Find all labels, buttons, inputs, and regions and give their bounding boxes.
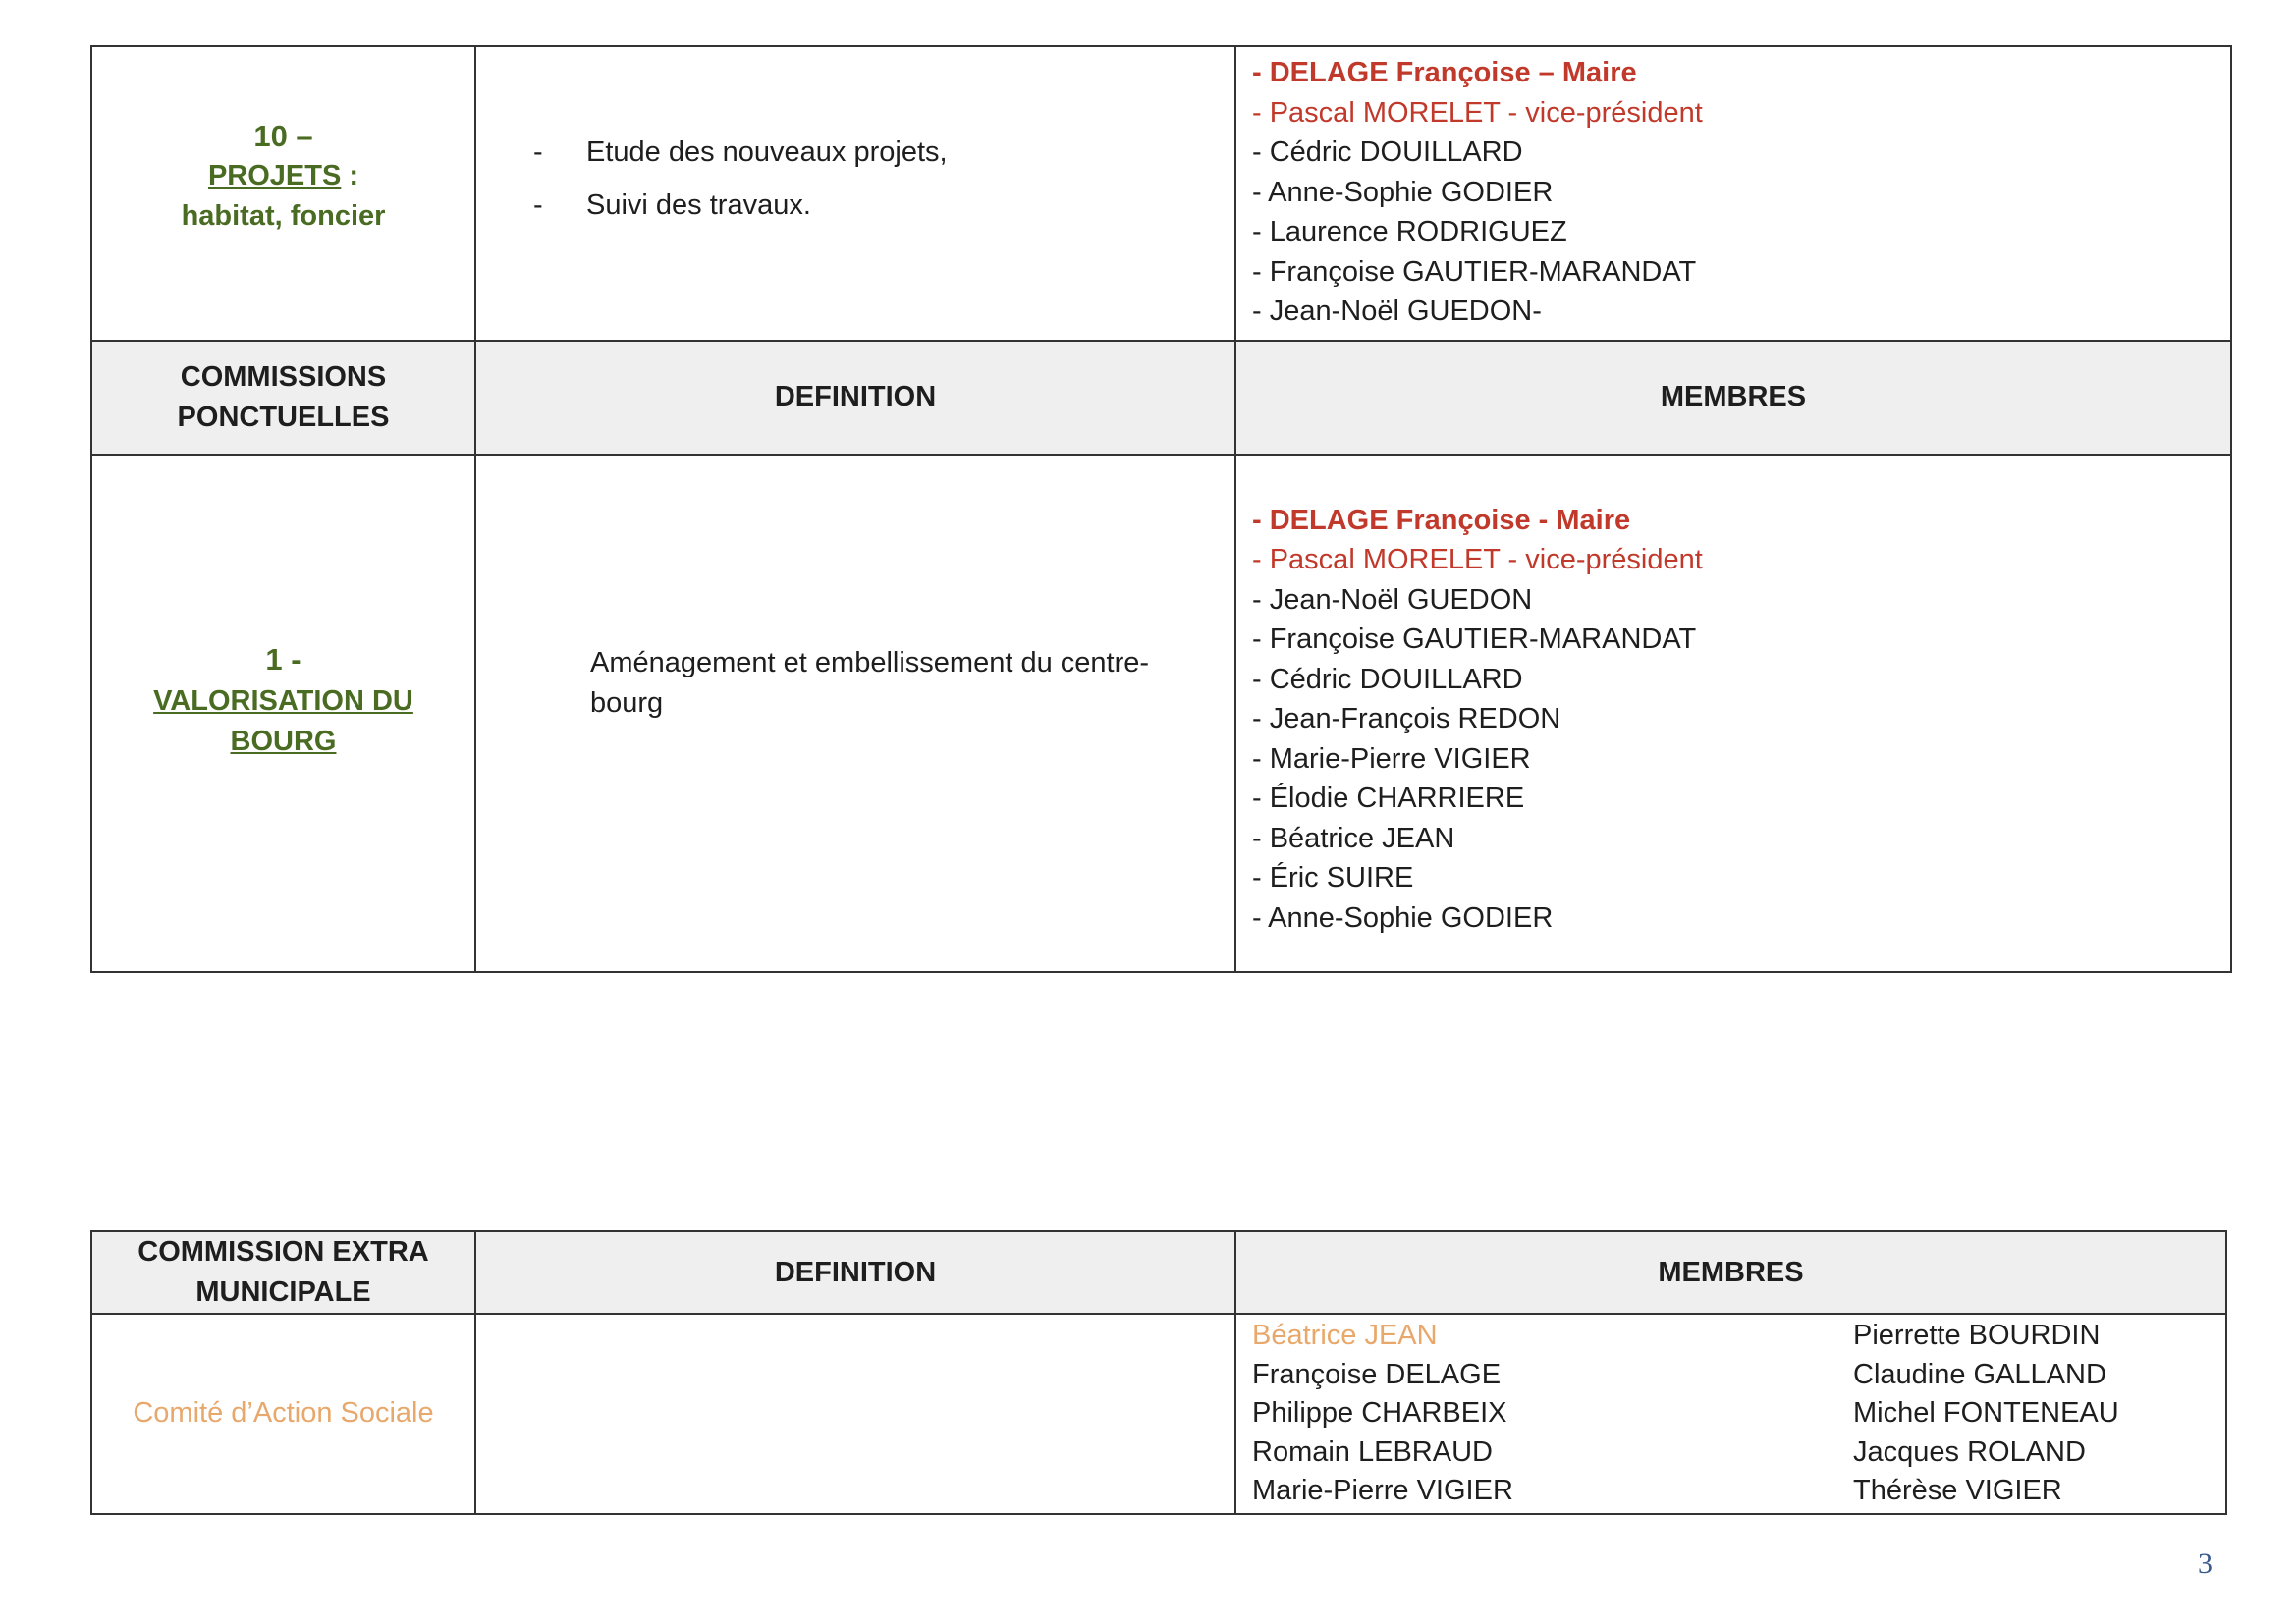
bullet-dash: - (533, 189, 543, 221)
commission-title: BOURG (230, 725, 337, 757)
members-cell (1235, 455, 2231, 972)
table-row (91, 1314, 2226, 1514)
table-header-row (91, 341, 2231, 455)
header-line: COMMISSIONS (180, 360, 387, 393)
member-item: - Laurence RODRIGUEZ (1252, 216, 1567, 247)
commission-title-colon: : (341, 160, 359, 192)
members-list (1236, 456, 2230, 947)
member-item: Philippe CHARBEIX (1252, 1397, 1507, 1429)
page-number: 3 (2198, 1547, 2213, 1580)
member-item: Michel FONTENEAU (1853, 1397, 2119, 1429)
members-column-left (1252, 1317, 1853, 1511)
commission-title-cell (91, 455, 475, 972)
member-item: - Cédric DOUILLARD (1252, 663, 1523, 695)
member-item: Romain LEBRAUD (1252, 1435, 1493, 1468)
commission-title: Comité d’Action Sociale (133, 1397, 434, 1430)
member-item: - Anne-Sophie GODIER (1252, 901, 1554, 934)
table-header-row (91, 1231, 2226, 1314)
definition-list (476, 131, 1234, 227)
header-line: COMMISSION EXTRA (137, 1236, 429, 1268)
header-definition: DEFINITION (475, 1231, 1235, 1314)
member-item: - Cédric DOUILLARD (1252, 136, 1523, 168)
bullet-dash: - (533, 135, 543, 168)
commission-title: VALORISATION DU (153, 684, 413, 717)
commission-title-cell (91, 46, 475, 341)
commission-title-cell (91, 1314, 475, 1514)
members-list (1236, 47, 2230, 340)
member-item: - Élodie CHARRIERE (1252, 783, 1525, 814)
members-cell (1235, 46, 2231, 341)
definition-item: - Etude des nouveaux projets, (533, 131, 1234, 174)
member-item: Pierrette BOURDIN (1853, 1320, 2101, 1351)
commissions-table (90, 45, 2232, 973)
member-item: - Pascal MORELET - vice-président (1252, 96, 1703, 129)
member-item: - Marie-Pierre VIGIER (1252, 742, 1531, 775)
member-item: Thérèse VIGIER (1853, 1475, 2062, 1506)
member-item: - Jean-Noël GUEDON (1252, 583, 1533, 616)
header-membres: MEMBRES (1235, 341, 2231, 455)
members-column-right (1853, 1317, 2207, 1511)
member-item: - DELAGE Françoise - Maire (1252, 504, 1631, 536)
member-item: Marie-Pierre VIGIER (1252, 1475, 1513, 1506)
definition-cell (475, 455, 1235, 972)
member-item: - Béatrice JEAN (1252, 822, 1455, 854)
members-cell (1235, 1314, 2226, 1514)
header-commissions-ponctuelles (91, 341, 475, 455)
member-item: - Anne-Sophie GODIER (1252, 176, 1554, 208)
member-item: Claudine GALLAND (1853, 1358, 2106, 1390)
member-item: - Jean-François REDON (1252, 703, 1561, 734)
member-item: - Jean-Noël GUEDON- (1252, 296, 1542, 327)
member-item: - Éric SUIRE (1252, 862, 1414, 893)
header-definition: DEFINITION (475, 341, 1235, 455)
definition-text: Aménagement et embellissement du centre- (590, 647, 1150, 678)
header-membres: MEMBRES (1235, 1231, 2226, 1314)
commission-title: PROJETS (207, 160, 342, 192)
header-line: MUNICIPALE (195, 1276, 371, 1308)
member-item: Françoise DELAGE (1252, 1358, 1502, 1390)
definition-item: - Suivi des travaux. (533, 184, 1234, 227)
definition-cell (475, 1314, 1235, 1514)
header-commission-extra (91, 1231, 475, 1314)
member-item: Béatrice JEAN (1252, 1320, 1438, 1351)
member-item: - Pascal MORELET - vice-président (1252, 544, 1703, 575)
commission-subtitle: habitat, foncier (181, 200, 386, 233)
member-item: Jacques ROLAND (1853, 1435, 2086, 1468)
commission-number: 10 – (253, 119, 313, 154)
commission-extra-table (90, 1230, 2227, 1515)
definition-cell (475, 46, 1235, 341)
member-item: - DELAGE Françoise – Maire (1252, 57, 1637, 88)
member-item: - Françoise GAUTIER-MARANDAT (1252, 255, 1697, 288)
table-row (91, 455, 2231, 972)
member-item: - Françoise GAUTIER-MARANDAT (1252, 623, 1697, 655)
commission-number: 1 - (265, 641, 301, 677)
table-row (91, 46, 2231, 341)
definition-text: bourg (590, 687, 664, 719)
header-line: PONCTUELLES (177, 401, 390, 433)
